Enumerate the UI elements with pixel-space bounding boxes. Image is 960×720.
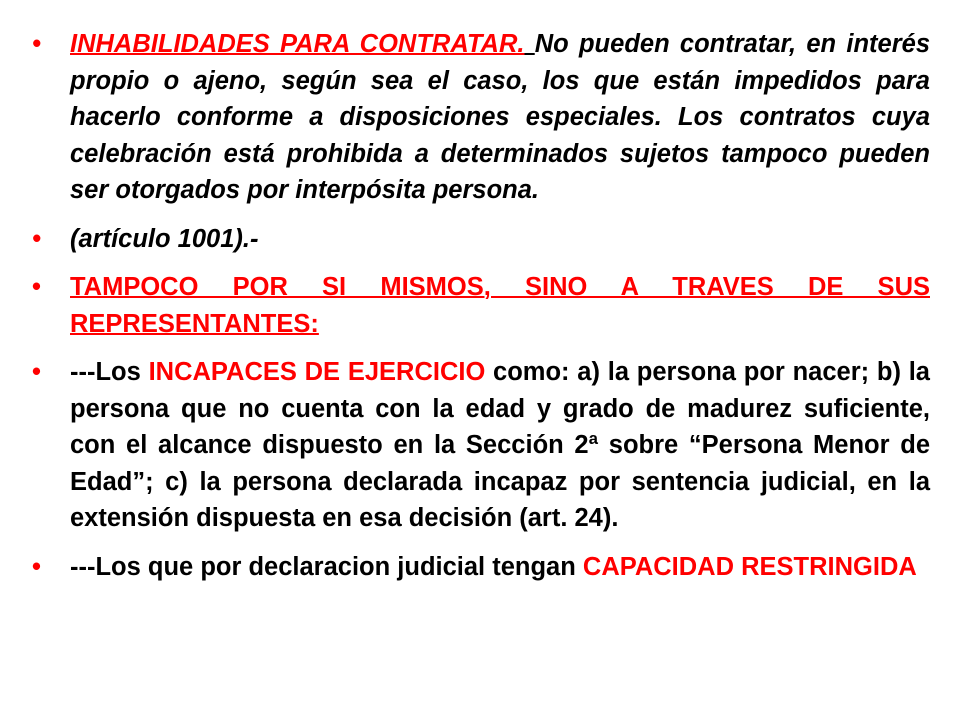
articulo-reference: (artículo 1001).- xyxy=(70,224,259,253)
representantes-heading: TAMPOCO POR SI MISMOS, SINO A TRAVES DE SUS REPRESENTANTES: xyxy=(70,273,930,338)
list-item-representantes xyxy=(30,269,930,342)
capacidad-prefix: ---Los que por declaracion judicial tengan xyxy=(70,552,583,581)
list-item-inhabilidades xyxy=(30,26,930,209)
bullet-list xyxy=(30,26,930,585)
bullet-dot-icon: • xyxy=(32,224,41,253)
incapaces-prefix: ---Los xyxy=(70,358,149,386)
bullet-dot-icon: • xyxy=(32,358,41,386)
inhabilidades-text: No pueden contratar, en interés propio o ajeno, según sea el caso, los que están impedidos para hacerlo conforme a disposiciones especiales. Los contratos cuya celebración está prohibida a determinados sujetos tampoco pueden ser otorgados por interpósita persona. xyxy=(70,30,931,204)
list-item-articulo xyxy=(30,221,930,258)
inhabilidades-heading-trail xyxy=(524,30,534,58)
inhabilidades-heading: INHABILIDADES PARA CONTRATAR. xyxy=(70,30,525,58)
capacidad-highlight: CAPACIDAD RESTRINGIDA xyxy=(582,552,917,581)
incapaces-highlight: INCAPACES DE EJERCICIO xyxy=(148,358,486,386)
list-item-capacidad-restringida xyxy=(30,549,930,586)
bullet-dot-icon: • xyxy=(32,273,41,301)
incapaces-text: como: a) la persona por nacer; b) la persona que no cuenta con la edad y grado de madurez suficiente, con el alcance dispuesto en la Sección 2ª sobre “Persona Menor de Edad”; c) la persona declarada incapaz por sentencia judicial, en la extensión dispuesta en esa decisión (art. 24). xyxy=(70,358,930,532)
bullet-dot-icon: • xyxy=(32,30,41,58)
bullet-dot-icon: • xyxy=(32,552,41,581)
list-item-incapaces xyxy=(30,354,930,537)
